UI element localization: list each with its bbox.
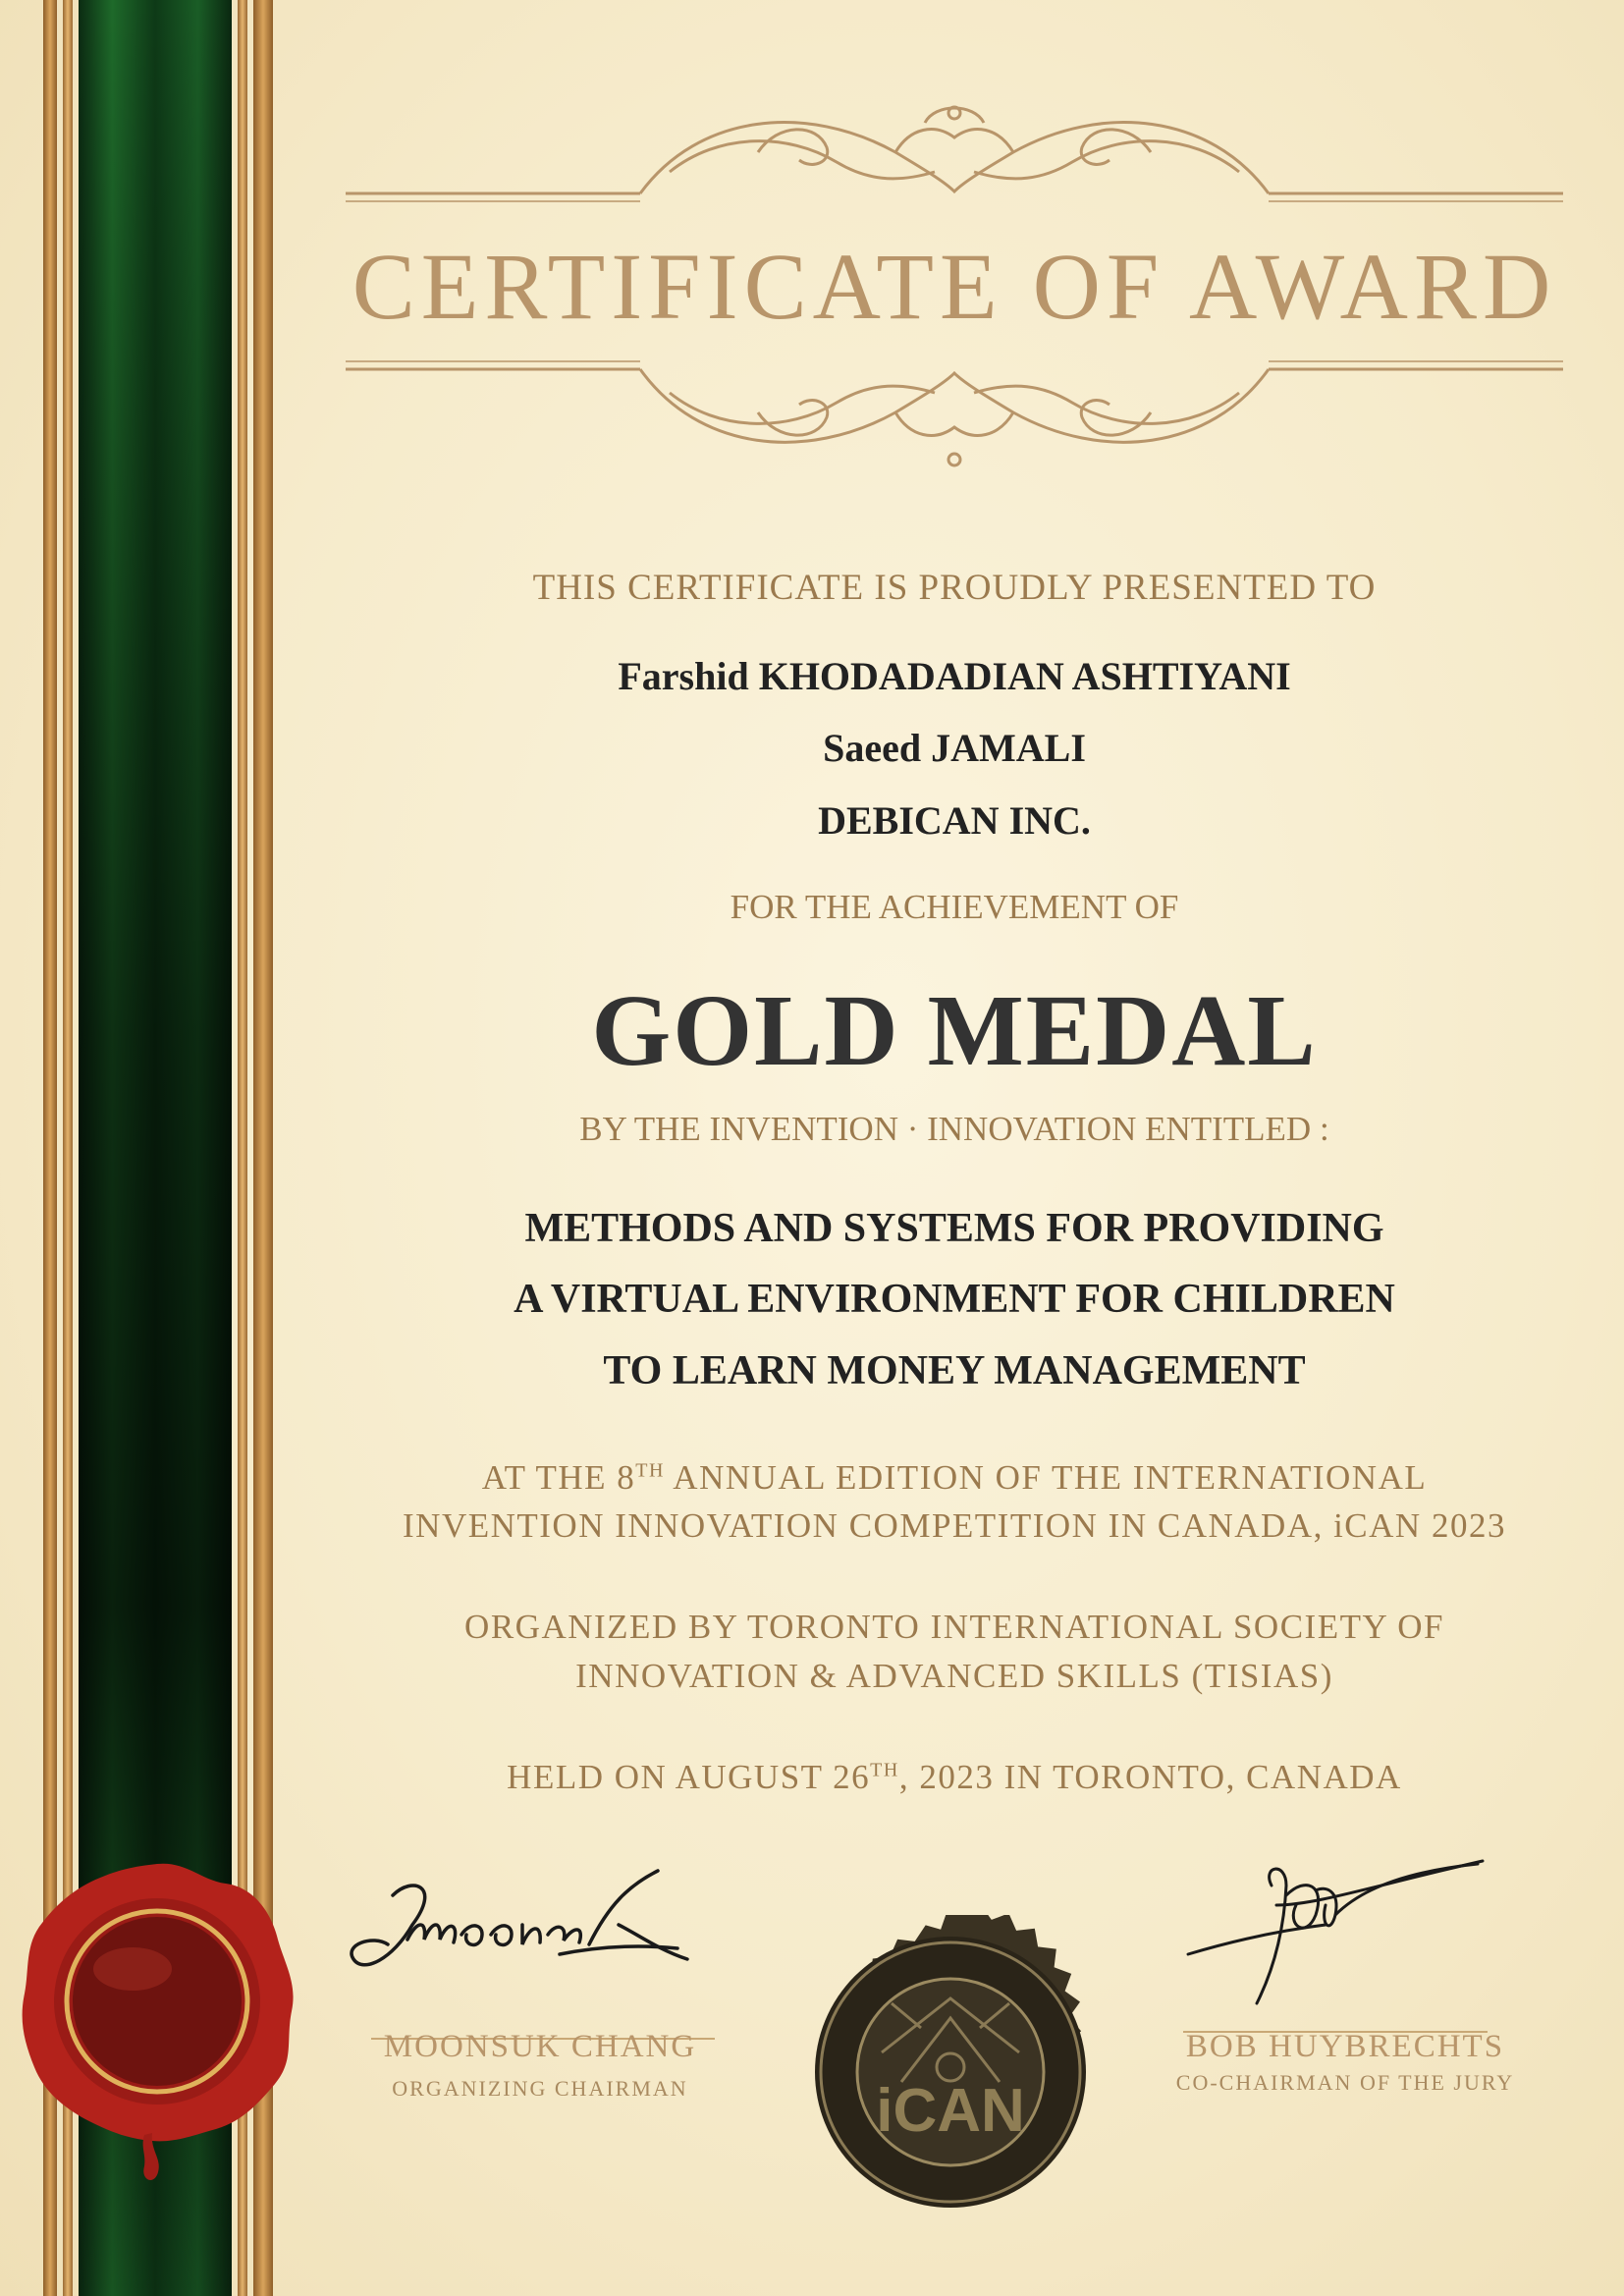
signatory-1-role: ORGANIZING CHAIRMAN	[392, 2076, 688, 2101]
invention-title-line-1: METHODS AND SYSTEMS FOR PROVIDING	[524, 1206, 1384, 1251]
signature-moonsuk-chang	[334, 1866, 707, 2013]
wax-seal-icon	[15, 1856, 299, 2190]
signatory-2-name: BOB HUYBRECHTS	[1185, 2029, 1505, 2064]
presented-to-label: THIS CERTIFICATE IS PROUDLY PRESENTED TO	[532, 568, 1377, 608]
seal-logo-text: iCAN	[876, 2077, 1025, 2145]
recipient-name-2: Saeed JAMALI	[823, 726, 1086, 770]
signatory-2-role: CO-CHAIRMAN OF THE JURY	[1175, 2070, 1515, 2095]
invention-title-line-2: A VIRTUAL ENVIRONMENT FOR CHILDREN	[514, 1277, 1395, 1322]
certificate-title: CERTIFICATE OF AWARD	[352, 234, 1557, 339]
organizer-line-2: INNOVATION & ADVANCED SKILLS (TISIAS)	[575, 1657, 1333, 1695]
signatory-1-name: MOONSUK CHANG	[383, 2029, 697, 2064]
award-title: GOLD MEDAL	[591, 974, 1318, 1087]
signature-bob-huybrechts	[1178, 1846, 1502, 2023]
recipient-name-1: Farshid KHODADADIAN ASHTIYANI	[618, 654, 1291, 698]
ornament-flourish-bottom	[346, 354, 1563, 481]
edition-line-2: INVENTION INNOVATION COMPETITION IN CANADA, iCAN 2023	[403, 1506, 1506, 1545]
achievement-label: FOR THE ACHIEVEMENT OF	[730, 888, 1179, 926]
ornament-flourish-top	[346, 93, 1563, 211]
organizer-line-1: ORGANIZED BY TORONTO INTERNATIONAL SOCIETY OF	[464, 1608, 1444, 1646]
recipient-company: DEBICAN INC.	[818, 798, 1091, 843]
edition-line-1: AT THE 8TH ANNUAL EDITION OF THE INTERNATIONAL	[481, 1458, 1428, 1497]
held-on-line: HELD ON AUGUST 26TH, 2023 IN TORONTO, CANADA	[507, 1758, 1402, 1796]
invention-label: BY THE INVENTION · INNOVATION ENTITLED :	[579, 1110, 1329, 1148]
ican-seal-icon	[793, 1915, 1108, 2229]
invention-title-line-3: TO LEARN MONEY MANAGEMENT	[603, 1348, 1306, 1394]
